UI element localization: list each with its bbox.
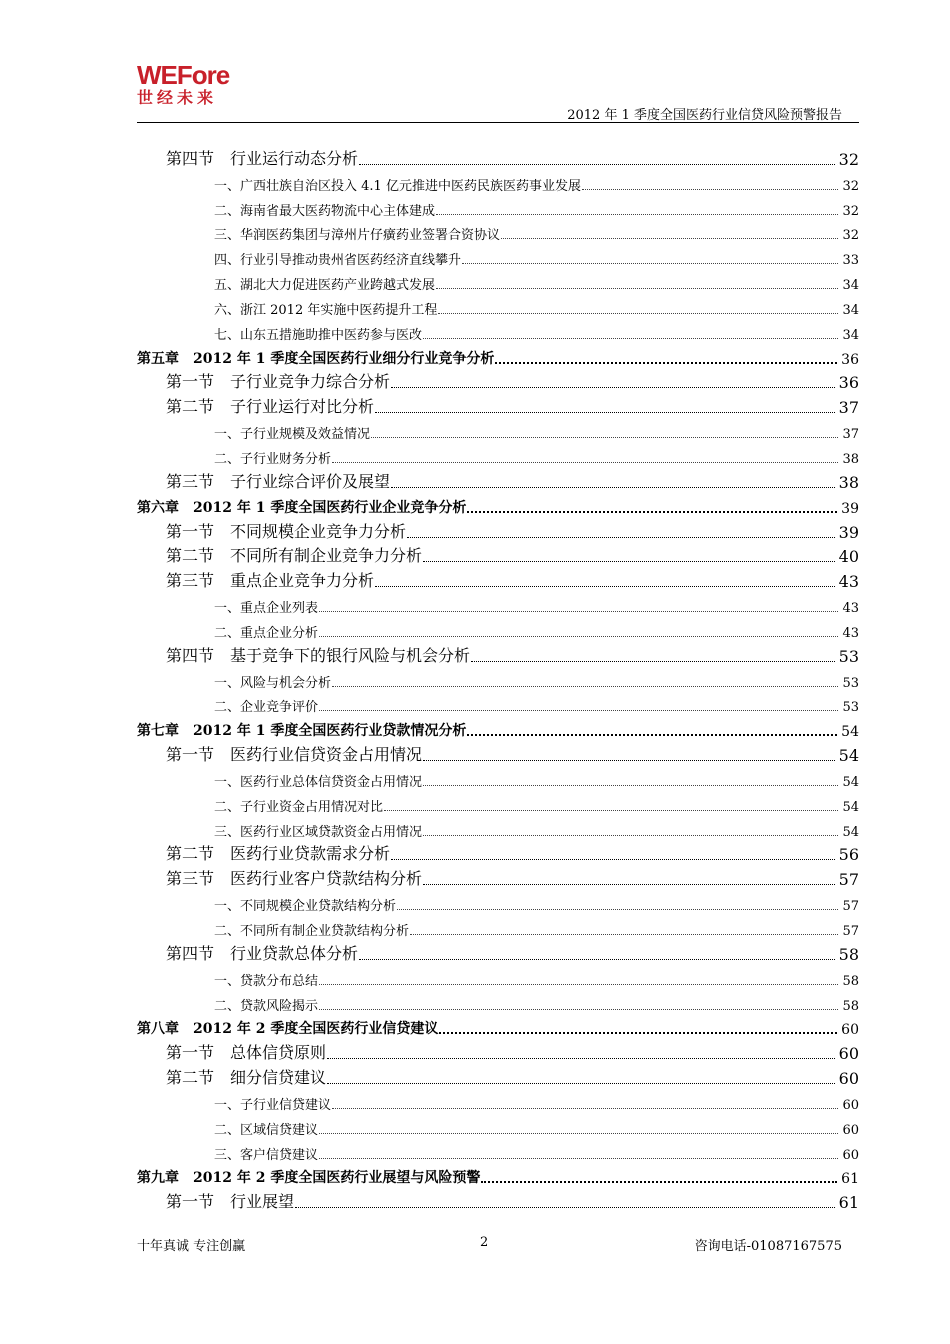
toc-dot-leader: [397, 909, 838, 910]
toc-entry-label: 第一节 总体信贷原则: [166, 1043, 327, 1063]
toc-entry-label: 一、贷款分布总结: [214, 973, 319, 989]
toc-page-number: 54: [842, 799, 859, 815]
toc-entry-label: 一、子行业规模及效益情况: [214, 427, 371, 443]
toc-page-number: 54: [841, 724, 859, 741]
toc-chapter-entry[interactable]: [137, 715, 859, 740]
toc-dot-leader: [319, 611, 838, 612]
toc-entry-label: 第五章 2012 年 1 季度全国医药行业细分行业竞争分析: [137, 350, 495, 367]
toc-page-number: 53: [838, 646, 859, 666]
toc-subsection-entry[interactable]: [137, 591, 859, 616]
toc-dot-leader: [391, 859, 835, 860]
toc-dot-leader: [359, 164, 835, 165]
toc-section-entry[interactable]: [137, 1187, 859, 1212]
toc-entry-label: 二、区域信贷建议: [214, 1122, 319, 1138]
toc-subsection-entry[interactable]: [137, 1138, 859, 1163]
logo-chinese-name: 世经未来: [137, 88, 218, 107]
toc-dot-leader: [319, 710, 838, 711]
toc-dot-leader: [462, 263, 838, 264]
toc-dot-leader: [319, 1133, 838, 1134]
toc-entry-label: 第三节 医药行业客户贷款结构分析: [166, 869, 423, 889]
toc-page-number: 60: [842, 1122, 859, 1138]
toc-entry-label: 第二节 医药行业贷款需求分析: [166, 844, 391, 864]
toc-page-number: 37: [838, 398, 859, 418]
toc-dot-leader: [319, 1009, 838, 1010]
toc-entry-label: 二、重点企业分析: [214, 625, 319, 641]
toc-section-entry[interactable]: [137, 144, 859, 169]
footer-page-number: 2: [480, 1235, 489, 1250]
toc-section-entry[interactable]: [137, 1038, 859, 1063]
toc-dot-leader: [375, 586, 835, 587]
toc-entry-label: 第一节 不同规模企业竞争力分析: [166, 521, 407, 541]
toc-entry-label: 一、风险与机会分析: [214, 675, 332, 691]
toc-page-number: 57: [842, 899, 859, 915]
toc-section-entry[interactable]: [137, 566, 859, 591]
toc-dot-leader: [332, 686, 838, 687]
toc-subsection-entry[interactable]: [137, 293, 859, 318]
toc-dot-leader: [423, 835, 838, 836]
toc-page-number: 32: [842, 228, 859, 244]
toc-dot-leader: [436, 288, 838, 289]
toc-chapter-entry[interactable]: [137, 1014, 859, 1039]
toc-subsection-entry[interactable]: [137, 442, 859, 467]
toc-dot-leader: [391, 487, 835, 488]
toc-dot-leader: [582, 189, 839, 190]
toc-page-number: 54: [842, 824, 859, 840]
toc-entry-label: 一、医药行业总体信贷资金占用情况: [214, 774, 423, 790]
footer-contact: 咨询电话-01087167575: [694, 1239, 842, 1254]
toc-page-number: 36: [841, 351, 859, 368]
toc-subsection-entry[interactable]: [137, 790, 859, 815]
toc-entry-label: 二、子行业资金占用情况对比: [214, 799, 384, 815]
toc-dot-leader: [439, 1032, 837, 1034]
toc-section-entry[interactable]: [137, 939, 859, 964]
toc-section-entry[interactable]: [137, 1063, 859, 1088]
toc-dot-leader: [319, 1158, 838, 1159]
toc-dot-leader: [467, 734, 837, 736]
toc-dot-leader: [319, 636, 838, 637]
toc-page-number: 39: [841, 500, 859, 517]
toc-page-number: 60: [838, 1044, 859, 1064]
toc-dot-leader: [436, 214, 838, 215]
toc-entry-label: 第六章 2012 年 1 季度全国医药行业企业竞争分析: [137, 499, 467, 516]
footer-slogan: 十年真诚 专注创赢: [137, 1239, 246, 1254]
toc-subsection-entry[interactable]: [137, 889, 859, 914]
toc-page-number: 57: [838, 870, 859, 890]
toc-entry-label: 第四节 基于竞争下的银行风险与机会分析: [166, 645, 471, 665]
logo-wordmark: WEFore: [137, 60, 230, 90]
toc-entry-label: 第三节 子行业综合评价及展望: [166, 471, 391, 491]
toc-dot-leader: [423, 338, 838, 339]
toc-dot-leader: [410, 934, 838, 935]
toc-entry-label: 二、不同所有制企业贷款结构分析: [214, 924, 410, 939]
toc-page-number: 53: [842, 700, 859, 716]
toc-subsection-entry[interactable]: [137, 815, 859, 840]
toc-page-number: 32: [842, 178, 859, 194]
toc-entry-label: 第一节 子行业竞争力综合分析: [166, 372, 391, 392]
toc-page-number: 54: [838, 746, 859, 766]
toc-dot-leader: [423, 760, 835, 761]
toc-entry-label: 第七章 2012 年 1 季度全国医药行业贷款情况分析: [137, 723, 467, 740]
report-header-title: 2012 年 1 季度全国医药行业信贷风险预警报告: [567, 108, 842, 123]
toc-subsection-entry[interactable]: [137, 914, 859, 939]
toc-section-entry[interactable]: [137, 641, 859, 666]
toc-subsection-entry[interactable]: [137, 765, 859, 790]
toc-page-number: 34: [842, 327, 859, 343]
toc-entry-label: 第二节 细分信贷建议: [166, 1068, 327, 1088]
toc-subsection-entry[interactable]: [137, 1088, 859, 1113]
toc-dot-leader: [384, 810, 838, 811]
toc-section-entry[interactable]: [137, 368, 859, 393]
toc-entry-label: 三、华润医药集团与漳州片仔癀药业签署合资协议: [214, 228, 501, 244]
toc-entry-label: 第三节 重点企业竞争力分析: [166, 571, 375, 591]
toc-subsection-entry[interactable]: [137, 691, 859, 716]
toc-subsection-entry[interactable]: [137, 194, 859, 219]
toc-page-number: 53: [842, 675, 859, 691]
header-divider: [137, 122, 859, 123]
toc-dot-leader: [332, 462, 838, 463]
toc-subsection-entry[interactable]: [137, 243, 859, 268]
toc-dot-leader: [359, 959, 835, 960]
toc-page-number: 36: [838, 373, 859, 393]
toc-entry-label: 四、行业引导推动贵州省医药经济直线攀升: [214, 253, 462, 269]
toc-dot-leader: [495, 362, 837, 364]
toc-page-number: 38: [842, 451, 859, 467]
toc-page-number: 58: [842, 998, 859, 1014]
toc-entry-label: 三、客户信贷建议: [214, 1147, 319, 1163]
toc-dot-leader: [438, 313, 838, 314]
toc-page-number: 58: [842, 973, 859, 989]
toc-page-number: 33: [842, 253, 859, 269]
toc-page-number: 38: [838, 472, 859, 492]
toc-subsection-entry[interactable]: [137, 417, 859, 442]
toc-dot-leader: [501, 238, 838, 239]
toc-entry-label: 第二节 子行业运行对比分析: [166, 397, 375, 417]
toc-dot-leader: [407, 537, 835, 538]
toc-entry-label: 第四节 行业贷款总体分析: [166, 943, 359, 963]
toc-page-number: 40: [838, 547, 859, 567]
toc-page-number: 58: [838, 944, 859, 964]
toc-dot-leader: [371, 437, 838, 438]
toc-dot-leader: [423, 884, 835, 885]
company-logo: [137, 62, 237, 112]
toc-page-number: 39: [838, 522, 859, 542]
toc-page-number: 60: [841, 1022, 859, 1039]
toc-section-entry[interactable]: [137, 542, 859, 567]
toc-chapter-entry[interactable]: [137, 1163, 859, 1188]
toc-section-entry[interactable]: [137, 840, 859, 865]
toc-page-number: 32: [838, 149, 859, 169]
toc-entry-label: 一、不同规模企业贷款结构分析: [214, 899, 397, 915]
toc-page-number: 43: [842, 601, 859, 617]
toc-dot-leader: [391, 387, 835, 388]
toc-subsection-entry[interactable]: [137, 169, 859, 194]
toc-dot-leader: [423, 785, 838, 786]
toc-section-entry[interactable]: [137, 517, 859, 542]
toc-entry-label: 一、广西壮族自治区投入 4.1 亿元推进中医药民族医药事业发展: [214, 178, 581, 194]
toc-page-number: 60: [838, 1069, 859, 1089]
toc-page-number: 60: [842, 1147, 859, 1163]
toc-section-entry[interactable]: [137, 740, 859, 765]
toc-entry-label: 第四节 行业运行动态分析: [166, 148, 359, 168]
toc-subsection-entry[interactable]: [137, 616, 859, 641]
toc-section-entry[interactable]: [137, 392, 859, 417]
toc-entry-label: 第九章 2012 年 2 季度全国医药行业展望与风险预警: [137, 1170, 481, 1187]
toc-entry-label: 二、海南省最大医药物流中心主体建成: [214, 203, 436, 219]
toc-entry-label: 一、子行业信贷建议: [214, 1097, 332, 1113]
toc-page-number: 37: [842, 427, 859, 443]
toc-dot-leader: [327, 1083, 835, 1084]
toc-page-number: 43: [842, 625, 859, 641]
table-of-contents: [137, 144, 859, 1212]
toc-entry-label: 二、企业竞争评价: [214, 700, 319, 716]
toc-page-number: 61: [838, 1193, 859, 1213]
toc-page-number: 61: [841, 1171, 859, 1188]
toc-subsection-entry[interactable]: [137, 1113, 859, 1138]
toc-entry-label: 三、医药行业区域贷款资金占用情况: [214, 824, 423, 840]
toc-dot-leader: [332, 1108, 838, 1109]
toc-entry-label: 第二节 不同所有制企业竞争力分析: [166, 546, 423, 566]
toc-entry-label: 二、子行业财务分析: [214, 451, 332, 467]
toc-entry-label: 五、湖北大力促进医药产业跨越式发展: [214, 278, 436, 294]
toc-subsection-entry[interactable]: [137, 989, 859, 1014]
toc-chapter-entry[interactable]: [137, 492, 859, 517]
toc-dot-leader: [327, 1058, 835, 1059]
toc-page-number: 34: [842, 302, 859, 318]
toc-page-number: 43: [838, 572, 859, 592]
toc-entry-label: 二、贷款风险揭示: [214, 998, 319, 1014]
toc-dot-leader: [319, 984, 838, 985]
toc-dot-leader: [375, 412, 835, 413]
toc-entry-label: 第一节 行业展望: [166, 1192, 295, 1212]
toc-dot-leader: [467, 511, 837, 513]
toc-dot-leader: [481, 1181, 837, 1183]
toc-entry-label: 七、山东五措施助推中医药参与医改: [214, 327, 423, 343]
toc-entry-label: 第八章 2012 年 2 季度全国医药行业信贷建议: [137, 1021, 439, 1038]
toc-entry-label: 第一节 医药行业信贷资金占用情况: [166, 745, 423, 765]
toc-section-entry[interactable]: [137, 467, 859, 492]
toc-page-number: 60: [842, 1097, 859, 1113]
toc-dot-leader: [471, 661, 835, 662]
toc-page-number: 34: [842, 278, 859, 294]
toc-page-number: 56: [838, 845, 859, 865]
toc-subsection-entry[interactable]: [137, 219, 859, 244]
toc-section-entry[interactable]: [137, 864, 859, 889]
toc-subsection-entry[interactable]: [137, 964, 859, 989]
toc-subsection-entry[interactable]: [137, 666, 859, 691]
toc-entry-label: 六、浙江 2012 年实施中医药提升工程: [214, 302, 438, 318]
toc-subsection-entry[interactable]: [137, 268, 859, 293]
toc-dot-leader: [423, 561, 835, 562]
toc-page-number: 57: [842, 924, 859, 939]
toc-subsection-entry[interactable]: [137, 318, 859, 343]
toc-page-number: 32: [842, 203, 859, 219]
toc-page-number: 54: [842, 774, 859, 790]
toc-dot-leader: [295, 1207, 835, 1208]
toc-entry-label: 一、重点企业列表: [214, 601, 319, 617]
toc-chapter-entry[interactable]: [137, 343, 859, 368]
